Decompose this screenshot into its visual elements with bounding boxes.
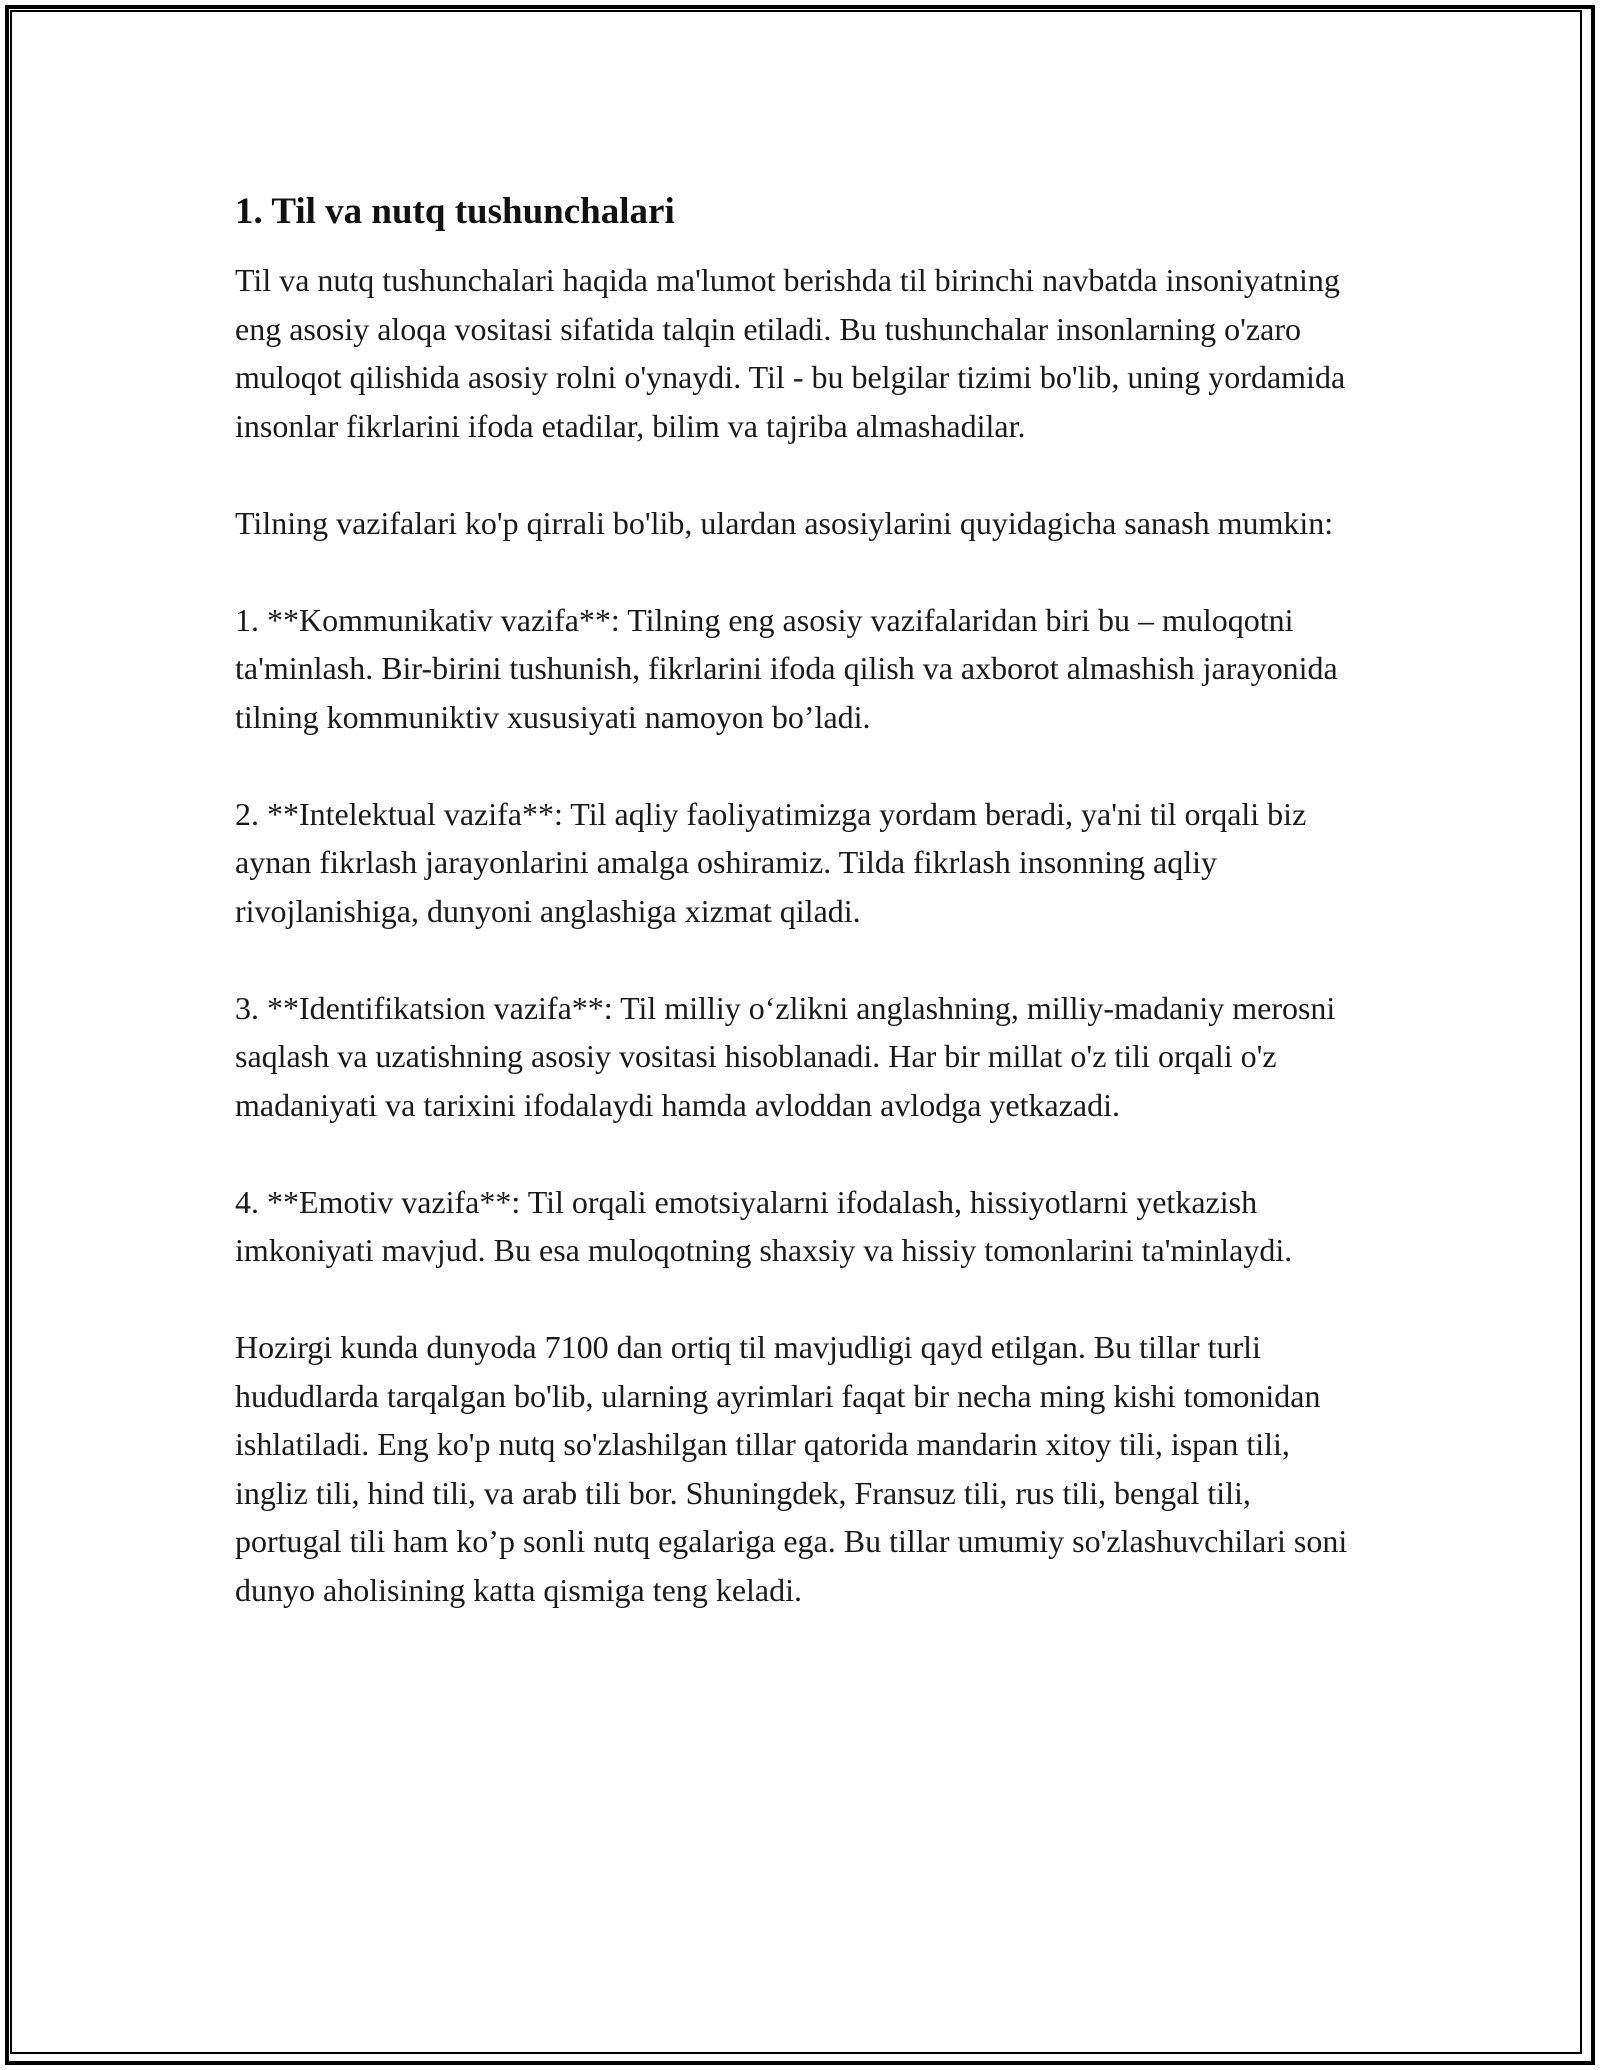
document-body <box>235 188 1365 1614</box>
communicative-function-paragraph: 1. **Kommunikativ vazifa**: Tilning eng asosiy vazifalaridan biri bu – muloqotni ta'minlash. Bir-birini tushunish, fikrlarini ifoda qilish va axborot almashish jarayonida tilning kommuniktiv xususiyati namoyon bo’ladi. <box>235 601 1338 735</box>
emotive-function-paragraph: 4. **Emotiv vazifa**: Til orqali emotsiyalarni ifodalash, hissiyotlarni yetkazish imkoniyati mavjud. Bu esa muloqotning shaxsiy va hissiy tomonlarini ta'minlaydi. <box>235 1183 1293 1268</box>
section-heading: 1. Til va nutq tushunchalari <box>235 191 675 232</box>
intellectual-function-paragraph: 2. **Intelektual vazifa**: Til aqliy faoliyatimizga yordam beradi, ya'ni til orqali biz aynan fikrlash jarayonlarini amalga oshiramiz. Tilda fikrlash insonning aqliy rivojlanishiga, dunyoni anglashiga xizmat qiladi. <box>235 795 1307 929</box>
intro-paragraph: Til va nutq tushunchalari haqida ma'lumot berishda til birinchi navbatda insoniyatning eng asosiy aloqa vositasi sifatida talqin etiladi. Bu tushunchalar insonlarning o'zaro muloqot qilishida asosiy rolni o'ynaydi. Til - bu belgilar tizimi bo'lib, uning yordamida insonlar fikrlarini ifoda etadilar, bilim va tajriba almashadilar. <box>235 262 1346 444</box>
identification-function-paragraph: 3. **Identifikatsion vazifa**: Til milliy o‘zlikni anglashning, milliy-madaniy merosni saqlash va uzatishning asosiy vositasi hisoblanadi. Har bir millat o'z tili orqali o'z madaniyati va tarixini ifodalaydi hamda avloddan avlodga yetkazadi. <box>235 989 1336 1123</box>
world-languages-paragraph: Hozirgi kunda dunyoda 7100 dan ortiq til mavjudligi qayd etilgan. Bu tillar turli hududlarda tarqalgan bo'lib, ularning ayrimlari faqat bir necha ming kishi tomonidan ishlatiladi. Eng ko'p nutq so'zlashilgan tillar qatorida mandarin xitoy tili, ispan tili, ingliz tili, hind tili, va arab tili bor. Shuningdek, Fransuz tili, rus tili, bengal tili, portugal tili ham ko’p sonli nutq egalariga ega. Bu tillar umumiy so'zlashuvchilari soni dunyo aholisining katta qismiga teng keladi. <box>235 1329 1348 1608</box>
functions-intro-paragraph: Tilning vazifalari ko'p qirrali bo'lib, ulardan asosiylarini quyidagicha sanash mumkin: <box>235 504 1334 541</box>
